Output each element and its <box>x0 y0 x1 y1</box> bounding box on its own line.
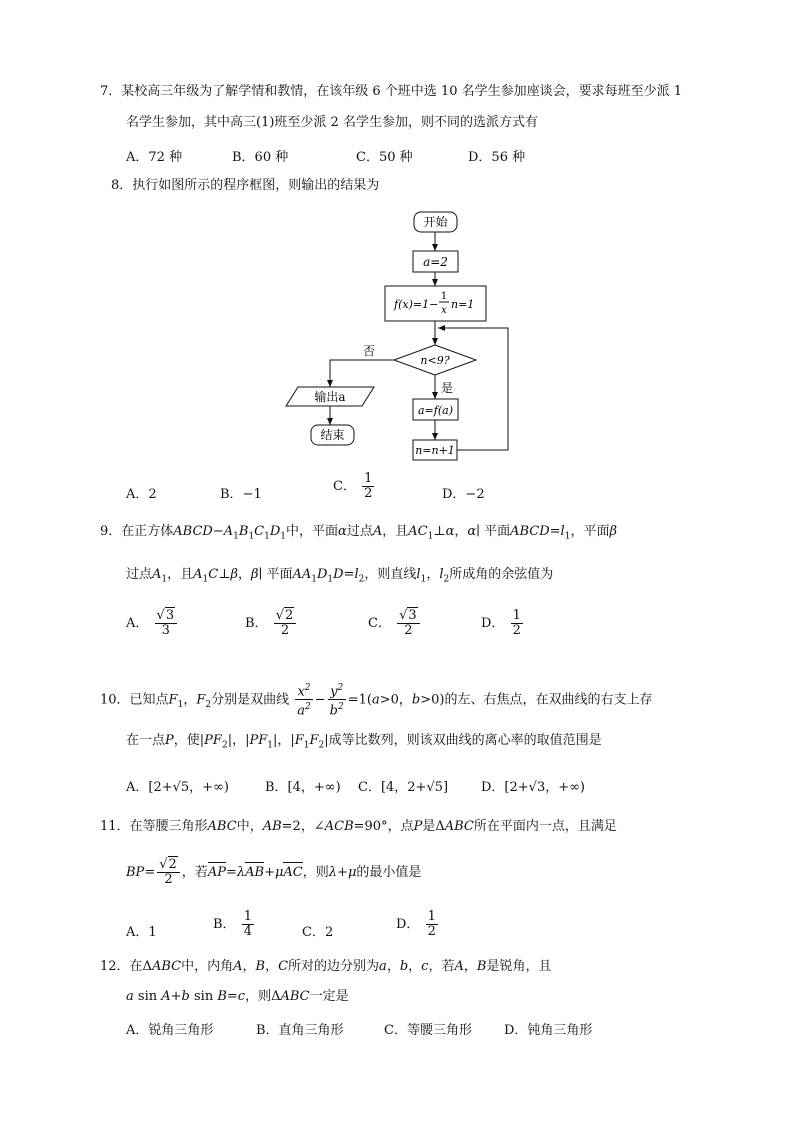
q11-choice-d: D． $\frac{1}{2}$ <box>396 909 436 939</box>
q9-choice-d <box>481 609 525 638</box>
q10-choice-b: B．[4，+∞) <box>265 780 341 795</box>
q11-text-e: 是 <box>422 819 436 834</box>
flow-end-label: 结束 <box>320 428 345 442</box>
q9-choice-b <box>245 609 298 638</box>
q10-stem-line1: 10．已知点$F_1$，$F_2$分别是双曲线 $\frac{x^2}{a^2}$ − $\frac{y^2}{b^2}$ =1(a>0，b>0)的左、右焦点，在双曲线的右支上存 <box>100 683 653 719</box>
q9-text-f: 平面 <box>484 524 511 539</box>
q12-number: 12．在 <box>100 959 143 974</box>
q8-choice-d: D．−2 <box>442 487 485 502</box>
q11-text-2d: 的最小值是 <box>356 865 422 880</box>
flow-init-den: x <box>441 305 447 316</box>
q12-stem-line2: a sin A+b sin B=c，则ΔABC一定是 <box>126 989 349 1004</box>
q10-choice-a: A．[2+√5，+∞) <box>126 780 229 795</box>
flow-yes-label: 是 <box>440 381 454 395</box>
q9-choice-d-value: $\frac{1}{2}$ <box>512 608 521 638</box>
q11-choice-b: B． $\frac{1}{4}$ <box>213 909 252 939</box>
q10-text-2a: 在一点 <box>126 733 166 748</box>
q11-stem-line2: BP= $\frac{√2}{2}$ ，若AP=λAB+μAC，则λ+μ的最小值是 <box>126 857 422 887</box>
q9-text-2e: ，则直线 <box>364 567 417 582</box>
q7-choice-d: D．56 种 <box>468 150 526 165</box>
q9-text-d: ，且 <box>382 524 409 539</box>
q10-text-2b: ，使 <box>173 733 200 748</box>
q12-text-c: 所对的边分别为 <box>288 959 380 974</box>
q11-text-f: 所在平面内一点，且满足 <box>473 819 617 834</box>
q9-stem-line2: 过点$A_1$，且$A_1C\perp\beta$，β∣ 平面$AA_1D_1D=l_2$，则直线$l_1$，$l_2$所成角的余弦值为 <box>126 567 554 585</box>
flow-no-label: 否 <box>362 344 376 358</box>
flow-init-prefix: f(x)=1− <box>394 298 439 311</box>
q11-stem-line1: 11．在等腰三角形ABC中，AB=2，∠ACB=90°，点P是ΔABC所在平面内一点，且满足 <box>100 819 617 834</box>
q9-number: 9．在正方体 <box>100 524 174 539</box>
q7-choice-c: C．50 种 <box>356 150 413 165</box>
flow-init-num: 1 <box>440 291 448 302</box>
q10-text-c: 的左、右焦点，在双曲线的右支上存 <box>444 692 653 708</box>
q12-choice-c: C．等腰三角形 <box>384 1023 472 1038</box>
q11-text-2c: ，则 <box>302 865 329 880</box>
flow-start-label: 开始 <box>423 215 448 229</box>
q11-number: 11．在等腰三角形 <box>100 819 208 834</box>
q9-text-2c: ， <box>237 567 251 582</box>
flow-init-suffix: n=1 <box>451 298 475 311</box>
q8-choice-c <box>333 472 376 501</box>
q9-text-2f: ， <box>426 567 440 582</box>
q8-choice-c-num: 1 <box>364 471 373 486</box>
q11-text-d: ，点 <box>387 819 414 834</box>
q11-choice-a: A．1 <box>126 925 157 940</box>
q9-text-c: 过点 <box>346 524 373 539</box>
q12-choice-a: A．锐角三角形 <box>126 1023 214 1038</box>
flow-assign-label: a=2 <box>423 255 448 269</box>
flow-update-n-label: n=n+1 <box>415 444 455 457</box>
q12-text-2b: ，则 <box>245 989 272 1004</box>
q10-choice-c: C．[4，2+√5] <box>358 780 449 795</box>
q11-choice-b-label: B． <box>213 917 236 932</box>
q8-choice-c-fraction <box>362 472 374 501</box>
q9-text-2b: ，且 <box>167 567 194 582</box>
q11-text-b: 中， <box>236 819 263 834</box>
q10-choice-d: D．[2+√3，+∞) <box>481 780 586 795</box>
q12-text-b: 中，内角 <box>181 959 234 974</box>
q11-choice-d-label: D． <box>396 917 420 932</box>
flow-update-a-label: a=f(a) <box>418 404 453 417</box>
q9-text-2g: 所成角的余弦值为 <box>449 567 554 582</box>
q12-choice-d: D．钝角三角形 <box>504 1023 593 1038</box>
q9-text-g: ，平面 <box>570 524 610 539</box>
q9-choice-c <box>368 609 422 638</box>
flow-condition-label: n<9? <box>420 354 450 367</box>
q10-number: 10．已知点 <box>100 692 169 708</box>
q12-text-e: 是锐角，且 <box>486 959 552 974</box>
q8-choice-c-prefix: C． <box>333 479 356 494</box>
q8-choice-c-den: 2 <box>364 486 373 501</box>
q9-choice-c-label: C． <box>368 616 391 631</box>
q12-text-2c: 一定是 <box>309 989 349 1004</box>
flow-output-label: 输出a <box>314 390 346 404</box>
q9-text-b: 中，平面 <box>286 524 339 539</box>
q9-text-e: ， <box>454 524 468 539</box>
q7-choice-b: B．60 种 <box>232 150 289 165</box>
q10-text-b: 分别是双曲线 <box>211 692 290 708</box>
q9-stem-line1: 9．在正方体$ABCD-A_1B_1C_1D_1$中，平面α过点A，且$AC_1\perp\alpha$，α∣ 平面$ABCD=l_1$，平面β <box>100 524 617 542</box>
q9-choice-d-label: D． <box>481 616 505 631</box>
q9-text-2d: 平面 <box>266 567 293 582</box>
q12-stem-line1: 12．在ΔABC中，内角A，B，C所对的边分别为a，b，c，若A，B是锐角，且 <box>100 959 552 974</box>
q11-text-c: ， <box>300 819 314 834</box>
q9-choice-a-value: $\frac{√3}{3}$ <box>155 609 178 638</box>
q8-choice-a: A．2 <box>126 487 157 502</box>
q9-choice-b-value: $\frac{√2}{2}$ <box>274 609 297 638</box>
q10-stem-line2: 在一点P，使$|PF_2|$，$|PF_1|$，$|F_1F_2|$成等比数列，则该双曲线的离心率的取值范围是 <box>126 733 602 751</box>
q9-choice-a-label: A． <box>126 616 149 631</box>
q7-stem-line2: 名学生参加，其中高三(1)班至少派 2 名学生参加，则不同的选派方式有 <box>126 115 538 130</box>
q10-text-2c: 成等比数列，则该双曲线的离心率的取值范围是 <box>328 733 602 748</box>
q9-choice-b-label: B． <box>245 616 268 631</box>
q12-choice-b: B．直角三角形 <box>256 1023 344 1038</box>
q7-choice-a: A．72 种 <box>126 150 183 165</box>
q11-text-2b: ，若 <box>181 865 208 880</box>
q9-choice-c-value: $\frac{√3}{2}$ <box>397 609 420 638</box>
q11-choice-c: C．2 <box>302 925 334 940</box>
q9-text-2a: 过点 <box>126 567 153 582</box>
q12-text-d: ，若 <box>428 959 455 974</box>
q9-choice-a <box>126 609 179 638</box>
q7-stem-line1: 7．某校高三年级为了解学情和教情，在该年级 6 个班中选 10 名学生参加座谈会，要求每班至少派 1 <box>100 84 683 99</box>
q8-stem: 8．执行如图所示的程序框图，则输出的结果为 <box>111 178 380 193</box>
q8-choice-b: B．−1 <box>220 487 262 502</box>
